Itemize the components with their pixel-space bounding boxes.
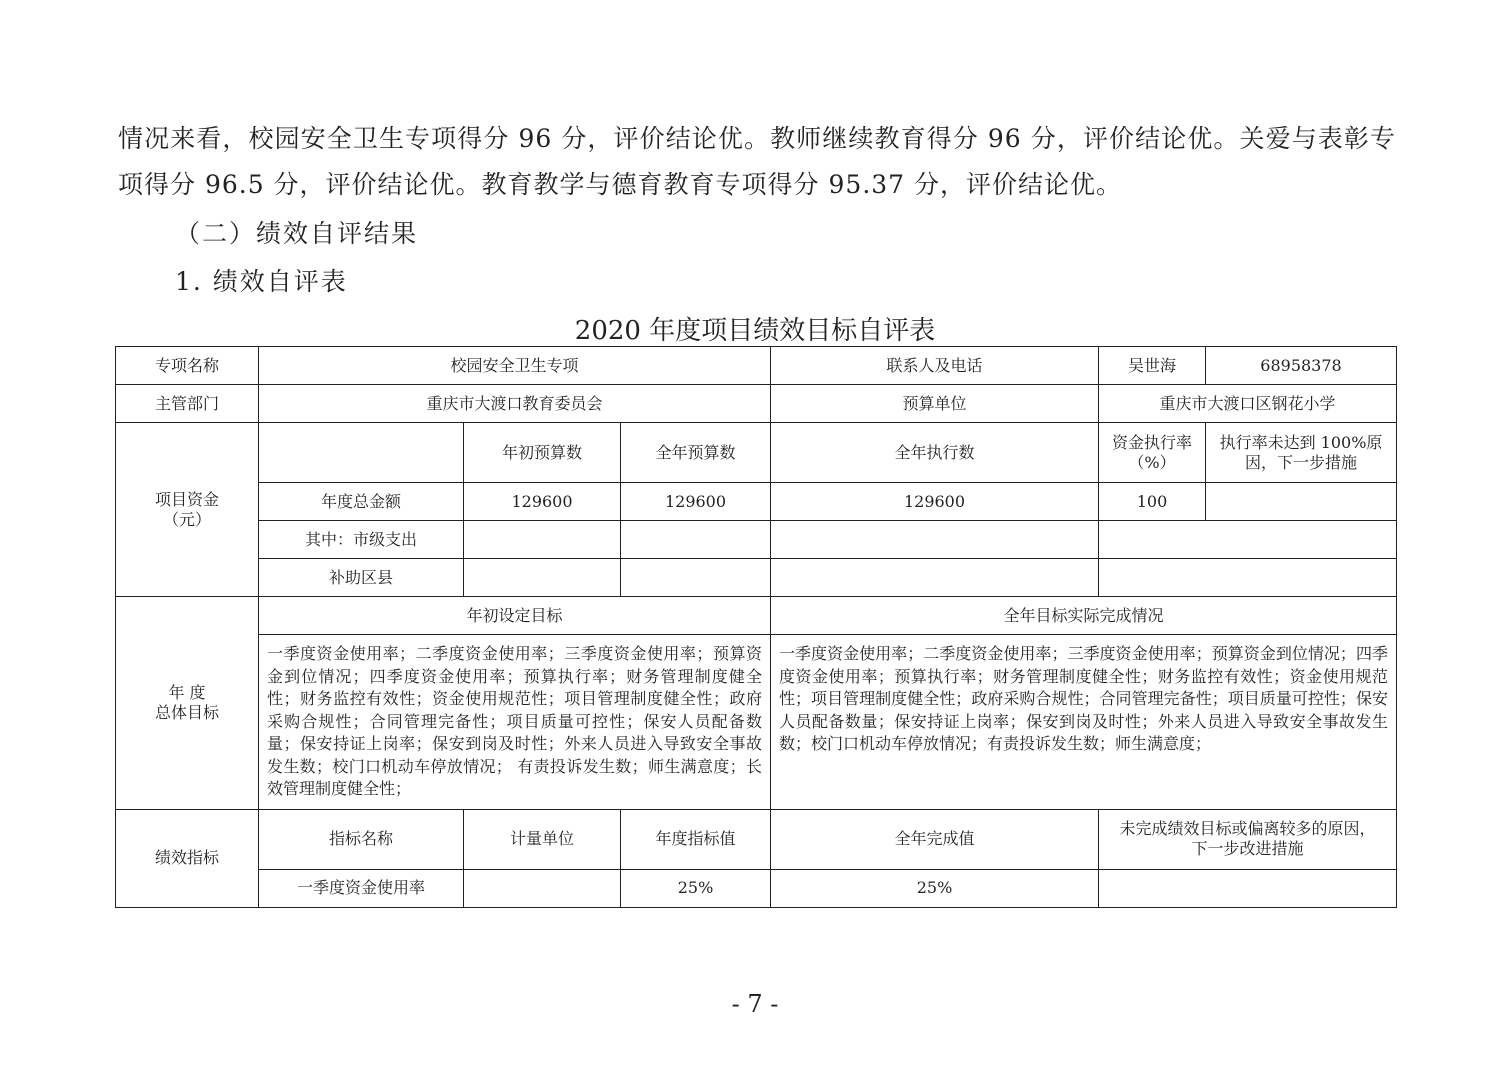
empty-cell [1206, 483, 1397, 521]
value-cell: 129600 [771, 483, 1099, 521]
header-cell: 指标名称 [259, 809, 464, 869]
row-label: 年度总金额 [259, 483, 464, 521]
header-cell: 资金执行率（%） [1099, 423, 1206, 483]
table-row [116, 483, 1397, 521]
label-cell: 绩效指标 [116, 809, 259, 907]
header-cell: 计量单位 [464, 809, 621, 869]
empty-cell [621, 559, 771, 597]
table-row [116, 597, 1397, 635]
empty-cell [621, 521, 771, 559]
table-row [116, 809, 1397, 869]
empty-cell [464, 559, 621, 597]
label-cell: 主管部门 [116, 385, 259, 423]
label-cell: 专项名称 [116, 347, 259, 385]
table-row [116, 559, 1397, 597]
set-goals-text: 一季度资金使用率；二季度资金使用率；三季度资金使用率；预算资金到位情况；四季度资金使用率；预算执行率；财务管理制度健全性；财务监控有效性；资金使用规范性；项目管理制度健全性；政府采购合规性；合同管理完备性；项目质量可控性；保安人员配备数量；保安持证上岗率；保安到岗及时性；外来人员进入导致安全事故发生数；校门口机动车停放情况； 有责投诉发生数；师生满意度；长效管理制度健全性； [259, 635, 771, 810]
indicator-actual: 25% [771, 869, 1099, 907]
header-cell: 年度指标值 [621, 809, 771, 869]
contact-phone: 68958378 [1206, 347, 1397, 385]
table-row [116, 635, 1397, 810]
row-label: 其中：市级支出 [259, 521, 464, 559]
page-number: - 7 - [731, 990, 779, 1018]
label-cell: 预算单位 [771, 385, 1099, 423]
actual-goals-text: 一季度资金使用率；二季度资金使用率；三季度资金使用率；预算资金到位情况；四季度资金使用率；预算执行率；财务管理制度健全性；财务监控有效性；资金使用规范性；项目管理制度健全性；政府采购合规性；合同管理完备性；项目质量可控性；保安人员配备数量；保安持证上岗率；保安到岗及时性；外来人员进入导致安全事故发生数；校门口机动车停放情况；有责投诉发生数；师生满意度； [771, 635, 1397, 810]
header-cell: 全年执行数 [771, 423, 1099, 483]
section-heading: （二）绩效自评结果 [175, 219, 419, 248]
table-row [116, 347, 1397, 385]
subsection-heading: 1. 绩效自评表 [175, 267, 348, 296]
indicator-target: 25% [621, 869, 771, 907]
table-title: 2020 年度项目绩效目标自评表 [574, 316, 936, 346]
value-cell: 129600 [621, 483, 771, 521]
empty-cell [771, 521, 1099, 559]
header-cell: 执行率未达到 100%原因，下一步措施 [1206, 423, 1397, 483]
empty-cell [259, 423, 464, 483]
self-evaluation-table [115, 346, 1397, 908]
indicator-name: 一季度资金使用率 [259, 869, 464, 907]
indicator-unit [464, 869, 621, 907]
table-row [116, 385, 1397, 423]
table-row [116, 521, 1397, 559]
label-cell: 联系人及电话 [771, 347, 1099, 385]
row-label: 补助区县 [259, 559, 464, 597]
header-cell: 全年完成值 [771, 809, 1099, 869]
empty-cell [1099, 559, 1397, 597]
label-cell: 项目资金（元） [116, 423, 259, 597]
empty-cell [771, 559, 1099, 597]
label-cell: 年 度 总体目标 [116, 597, 259, 810]
header-cell: 年初设定目标 [259, 597, 771, 635]
indicator-reason [1099, 869, 1397, 907]
value-cell: 100 [1099, 483, 1206, 521]
table-row [116, 423, 1397, 483]
value-cell: 校园安全卫生专项 [259, 347, 771, 385]
contact-name: 吴世海 [1099, 347, 1206, 385]
body-paragraph: 情况来看，校园安全卫生专项得分 96 分，评价结论优。教师继续教育得分 96 分，评价结论优。关爱与表彰专项得分 96.5 分，评价结论优。教育教学与德育教育专项得分 95.37 分，评价结论优。 [118, 124, 1396, 199]
empty-cell [464, 521, 621, 559]
header-cell: 未完成绩效目标或偏离较多的原因，下一步改进措施 [1099, 809, 1397, 869]
header-cell: 年初预算数 [464, 423, 621, 483]
value-cell: 重庆市大渡口区钢花小学 [1099, 385, 1397, 423]
header-cell: 全年目标实际完成情况 [771, 597, 1397, 635]
value-cell: 129600 [464, 483, 621, 521]
value-cell: 重庆市大渡口教育委员会 [259, 385, 771, 423]
header-cell: 全年预算数 [621, 423, 771, 483]
empty-cell [1099, 521, 1397, 559]
table-row [116, 869, 1397, 907]
